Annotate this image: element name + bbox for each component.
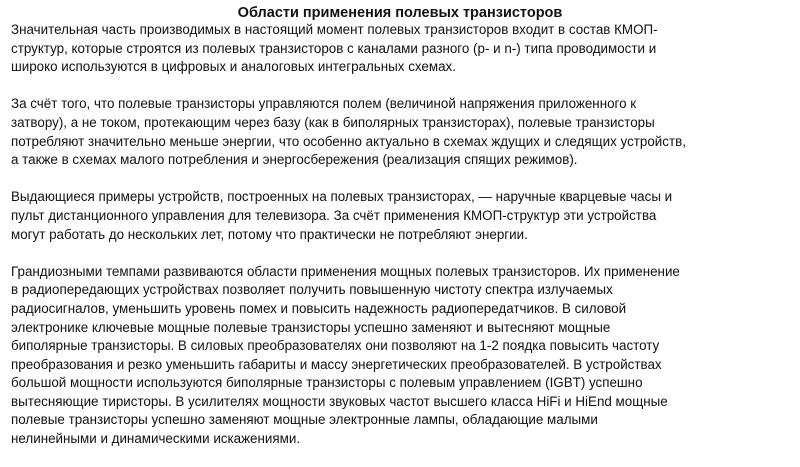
- text-line: Выдающиеся примеры устройств, построенных на полевых транзисторах, — наручные кварцевые часы и: [11, 189, 673, 205]
- text-line: преобразования и резко уменьшить габариты и массу энергетических преобразователей. В устройствах: [11, 356, 662, 372]
- text-line: электронике ключевые мощные полевые транзисторы успешно заменяют и вытесняют мощные: [11, 319, 611, 335]
- text-line: радиосигналов, уменьшить уровень помех и повысить надежность радиопередатчиков. В силовой: [11, 300, 627, 316]
- text-line: полевые транзисторы успешно заменяют мощные электронные лампы, обладающие малыми: [11, 412, 598, 428]
- paragraph-device-examples: [11, 188, 791, 244]
- paragraph-power-consumption: [11, 95, 791, 169]
- paragraph-power-transistors: [11, 263, 791, 449]
- text-line: биполярные транзисторы. В силовых преобразователях они позволяют на 1-2 поядка повысить частоту: [11, 338, 660, 354]
- text-line: потребляют значительно меньше энергии, что особенно актуально в схемах ждущих и следящих устройств,: [11, 133, 686, 149]
- slide-title: Области применения полевых транзисторов: [237, 5, 563, 21]
- text-line: За счёт того, что полевые транзисторы управляются полем (величиной напряжения приложенного к: [11, 96, 637, 112]
- slide-body: [11, 21, 791, 467]
- text-line: структур, которые строятся из полевых транзисторов с каналами разного (p- и n-) типа проводимости и: [11, 40, 657, 56]
- text-line: могут работать до нескольких лет, потому что практически не потребляют энергии.: [11, 226, 528, 242]
- text-line: а также в схемах малого потребления и энергосбережения (реализация спящих режимов).: [11, 152, 578, 168]
- text-line: вытесняющие тиристоры. В усилителях мощности звуковых частот высшего класса HiFi и HiEnd мощные: [11, 393, 668, 409]
- text-line: большой мощности используются биполярные транзисторы с полевым управлением (IGBT) успешно: [11, 375, 643, 391]
- text-line: Грандиозными темпами развиваются области применения мощных полевых транзисторов. Их применение: [11, 263, 680, 279]
- text-line: широко используются в цифровых и аналоговых интегральных схемах.: [11, 59, 456, 75]
- text-line: в радиопередающих устройствах позволяет получить повышенную чистоту спектра излучаемых: [11, 282, 613, 298]
- paragraph-cmos: [11, 21, 791, 77]
- text-line: Значительная часть производимых в настоящий момент полевых транзисторов входит в состав КМОП-: [11, 22, 658, 37]
- text-line: затвору), а не током, протекающим через базу (как в биполярных транзисторах), полевые транзисторы: [11, 114, 655, 130]
- text-line: пульт дистанционного управления для телевизора. За счёт применения КМОП-структур эти устройства: [11, 207, 657, 223]
- text-line: нелинейными и динамическими искажениями.: [11, 431, 301, 447]
